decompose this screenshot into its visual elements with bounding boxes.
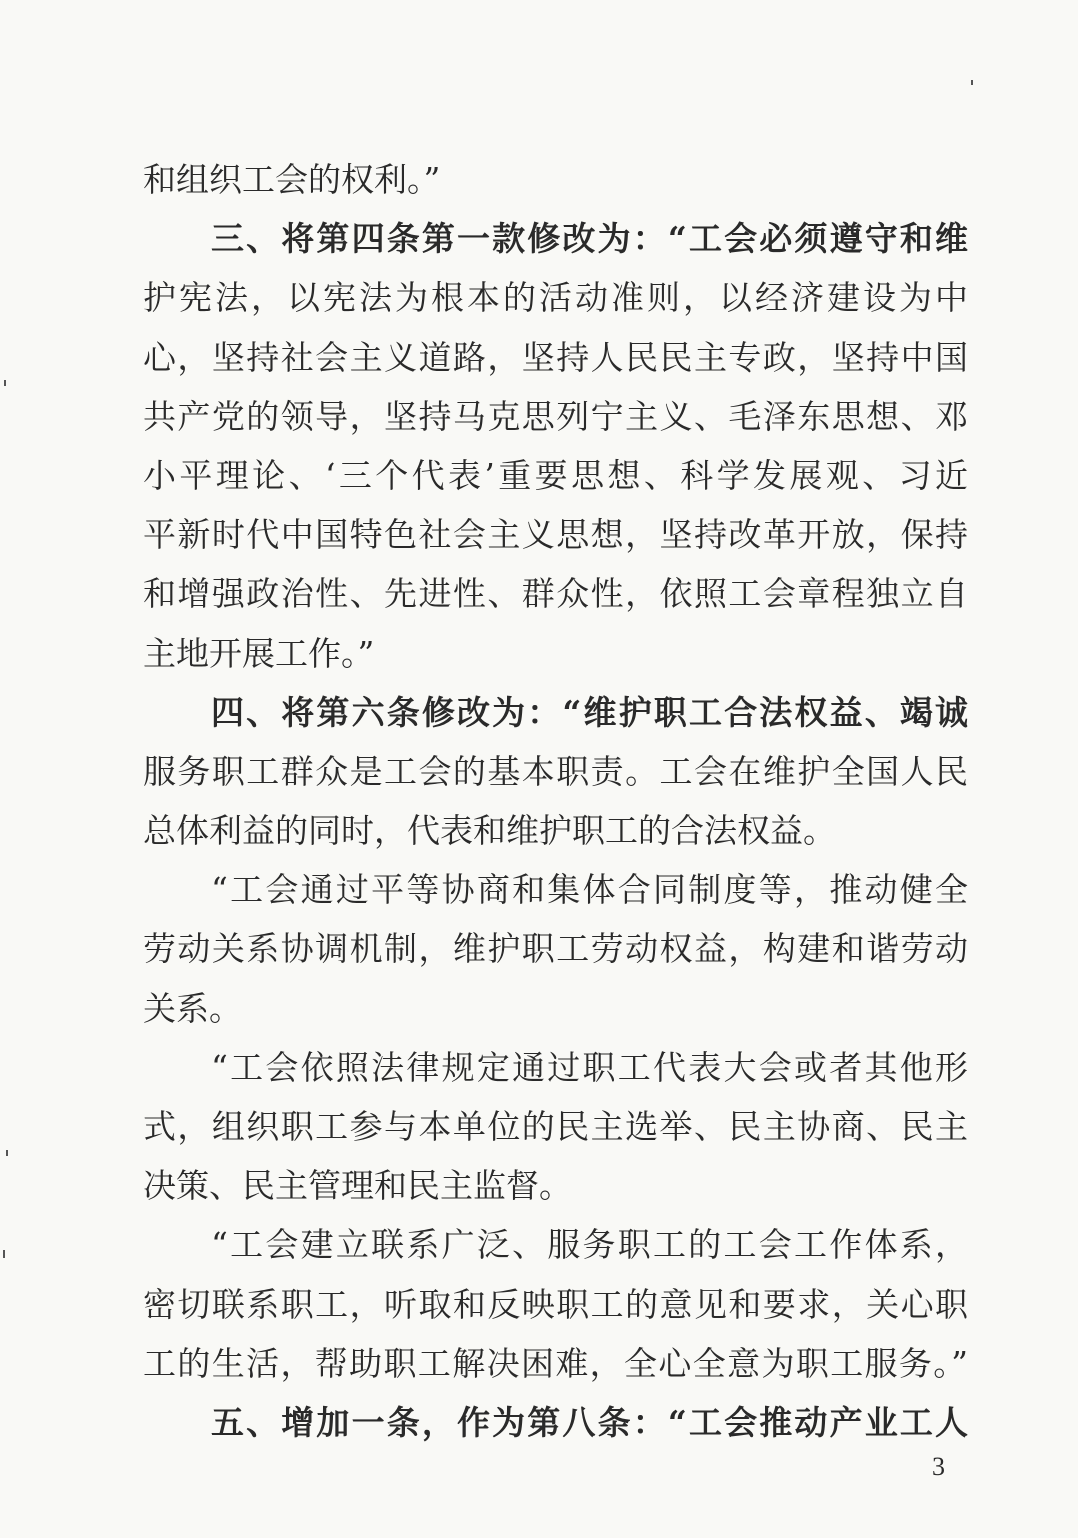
scan-speck xyxy=(6,1150,8,1156)
text-line: “工会通过平等协商和集体合同制度等，推动健全 xyxy=(211,870,968,910)
text-line: 和组织工会的权利。” xyxy=(143,160,441,199)
text-line: 平新时代中国特色社会主义思想，坚持改革开放，保持 xyxy=(143,515,968,555)
text-line: 劳动关系协调机制，维护职工劳动权益，构建和谐劳动 xyxy=(143,929,968,969)
text-line: 主地开展工作。” xyxy=(143,633,375,673)
text-line: 护宪法，以宪法为根本的活动准则，以经济建设为中 xyxy=(143,278,968,318)
text-line: 服务职工群众是工会的基本职责。工会在维护全国人民 xyxy=(143,751,968,791)
text-line: 和增强政治性、先进性、群众性，依照工会章程独立自 xyxy=(143,574,968,614)
body-text xyxy=(143,150,968,1452)
page-number: 3 xyxy=(932,1452,945,1481)
text-line: 小平理论、‘三个代表’重要思想、科学发展观、习近 xyxy=(143,455,968,495)
text-line: 式，组织职工参与本单位的民主选举、民主协商、民主 xyxy=(143,1107,968,1146)
text-line: 心，坚持社会主义道路，坚持人民民主专政，坚持中国 xyxy=(143,337,968,377)
text-line: 工的生活，帮助职工解决困难，全心全意为职工服务。” xyxy=(143,1343,968,1383)
scan-speck xyxy=(3,1250,5,1258)
text-line: 总体利益的同时，代表和维护职工的合法权益。 xyxy=(143,811,836,851)
text-line: “工会建立联系广泛、服务职工的工会工作体系， xyxy=(211,1225,968,1265)
text-line: 三、将第四条第一款修改为：“工会必须遵守和维 xyxy=(211,219,968,259)
text-line: 四、将第六条修改为：“维护职工合法权益、竭诚 xyxy=(211,692,968,732)
text-line: 共产党的领导，坚持马克思列宁主义、毛泽东思想、邓 xyxy=(143,396,968,436)
text-line: “工会依照法律规定通过职工代表大会或者其他形 xyxy=(211,1047,968,1087)
scan-speck xyxy=(971,80,973,85)
text-line: 关系。 xyxy=(143,988,242,1028)
text-line: 密切联系职工，听取和反映职工的意见和要求，关心职 xyxy=(143,1284,968,1324)
text-line: 决策、民主管理和民主监督。 xyxy=(143,1166,572,1206)
scan-speck xyxy=(4,380,6,386)
text-line: 五、增加一条，作为第八条：“工会推动产业工人 xyxy=(211,1402,968,1442)
